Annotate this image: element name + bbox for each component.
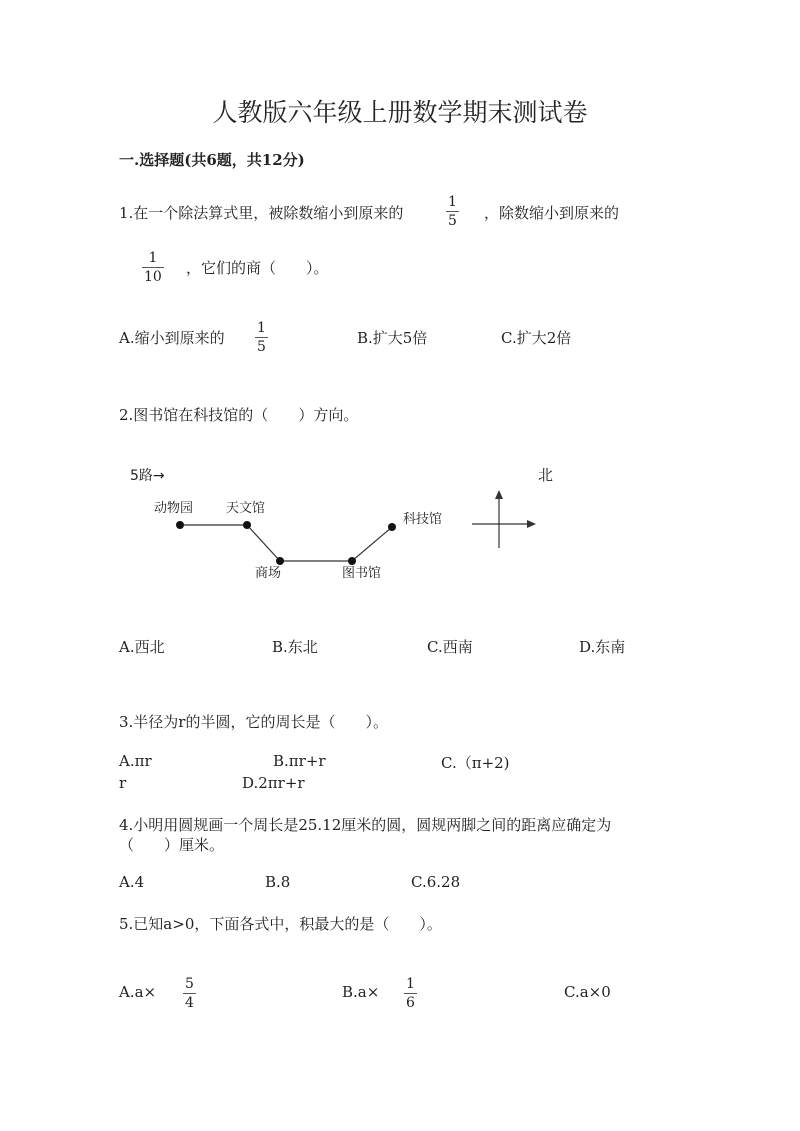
q3-option-c[interactable]: C.（π+2) <box>441 754 510 772</box>
q1-fraction-1 <box>446 194 459 229</box>
fraction-denominator: 10 <box>144 269 162 285</box>
q4-option-a[interactable]: A.4 <box>119 873 145 891</box>
fraction-denominator: 5 <box>257 339 266 355</box>
q4-text-line2: （ ）厘米。 <box>119 836 225 854</box>
north-label: 北 <box>538 466 554 484</box>
section-heading: 一.选择题(共6题，共12分) <box>119 151 305 169</box>
fraction-numerator: 5 <box>185 976 194 992</box>
fraction-bar <box>404 993 417 994</box>
q1-option-b[interactable]: B.扩大5倍 <box>357 329 428 347</box>
fraction-numerator: 1 <box>257 320 266 336</box>
q5-option-b-fraction <box>404 976 417 1011</box>
q1-text-part2: ，除数缩小到原来的 <box>484 204 620 222</box>
page-title: 人教版六年级上册数学期末测试卷 <box>212 98 588 127</box>
fraction-denominator: 4 <box>185 995 194 1011</box>
q5-option-a[interactable]: A.a× <box>119 983 157 1001</box>
route-line <box>180 525 392 561</box>
q1-option-a[interactable]: A.缩小到原来的 <box>119 329 225 347</box>
q4-option-b[interactable]: B.8 <box>265 873 291 891</box>
q2-option-a[interactable]: A.西北 <box>119 638 165 656</box>
q2-text: 2.图书馆在科技馆的（ ）方向。 <box>119 406 359 424</box>
mall-point <box>276 557 284 565</box>
q1-option-c[interactable]: C.扩大2倍 <box>501 329 572 347</box>
tech-museum-point <box>388 523 396 531</box>
q1-text-part1: 1.在一个除法算式里，被除数缩小到原来的 <box>119 204 404 222</box>
q2-option-b[interactable]: B.东北 <box>272 638 318 656</box>
route-label: 5路→ <box>130 468 165 484</box>
q4-option-c[interactable]: C.6.28 <box>411 873 461 891</box>
q3-option-b[interactable]: B.πr+r <box>273 752 326 770</box>
q1-option-a-fraction <box>255 320 268 355</box>
q3-option-a[interactable]: A.πr <box>119 752 152 770</box>
q2-option-d[interactable]: D.东南 <box>579 638 626 656</box>
q4-text-line1: 4.小明用圆规画一个周长是25.12厘米的圆，圆规两脚之间的距离应确定为 <box>119 816 612 834</box>
fraction-bar <box>446 211 459 212</box>
q1-text-part3: ，它们的商（ ）。 <box>186 259 329 277</box>
fraction-bar <box>142 267 164 268</box>
compass-cross <box>466 488 541 553</box>
east-arrow-icon <box>527 520 536 528</box>
q1-fraction-2 <box>142 250 164 285</box>
fraction-denominator: 5 <box>448 213 457 229</box>
q5-option-c[interactable]: C.a×0 <box>564 983 611 1001</box>
q3-option-d[interactable]: D.2πr+r <box>242 774 305 792</box>
library-point <box>348 557 356 565</box>
mall-label: 商场 <box>255 566 282 581</box>
fraction-numerator: 1 <box>406 976 415 992</box>
q5-option-a-fraction <box>183 976 196 1011</box>
q3-text: 3.半径为r的半圆，它的周长是（ ）。 <box>119 713 388 731</box>
planetarium-label: 天文馆 <box>226 501 266 516</box>
library-label: 图书馆 <box>342 566 382 581</box>
fraction-denominator: 6 <box>406 995 415 1011</box>
q5-text: 5.已知a>0，下面各式中，积最大的是（ ）。 <box>119 915 442 933</box>
planetarium-point <box>243 521 251 529</box>
fraction-numerator: 1 <box>448 194 457 210</box>
fraction-bar <box>183 993 196 994</box>
q5-option-b[interactable]: B.a× <box>342 983 380 1001</box>
fraction-bar <box>255 337 268 338</box>
fraction-numerator: 1 <box>148 250 158 266</box>
north-arrow-icon <box>495 490 503 499</box>
zoo-label: 动物园 <box>154 501 194 516</box>
tech-museum-label: 科技馆 <box>403 512 443 527</box>
zoo-point <box>176 521 184 529</box>
q3-option-c-continued: r <box>119 774 127 792</box>
q2-option-c[interactable]: C.西南 <box>427 638 473 656</box>
